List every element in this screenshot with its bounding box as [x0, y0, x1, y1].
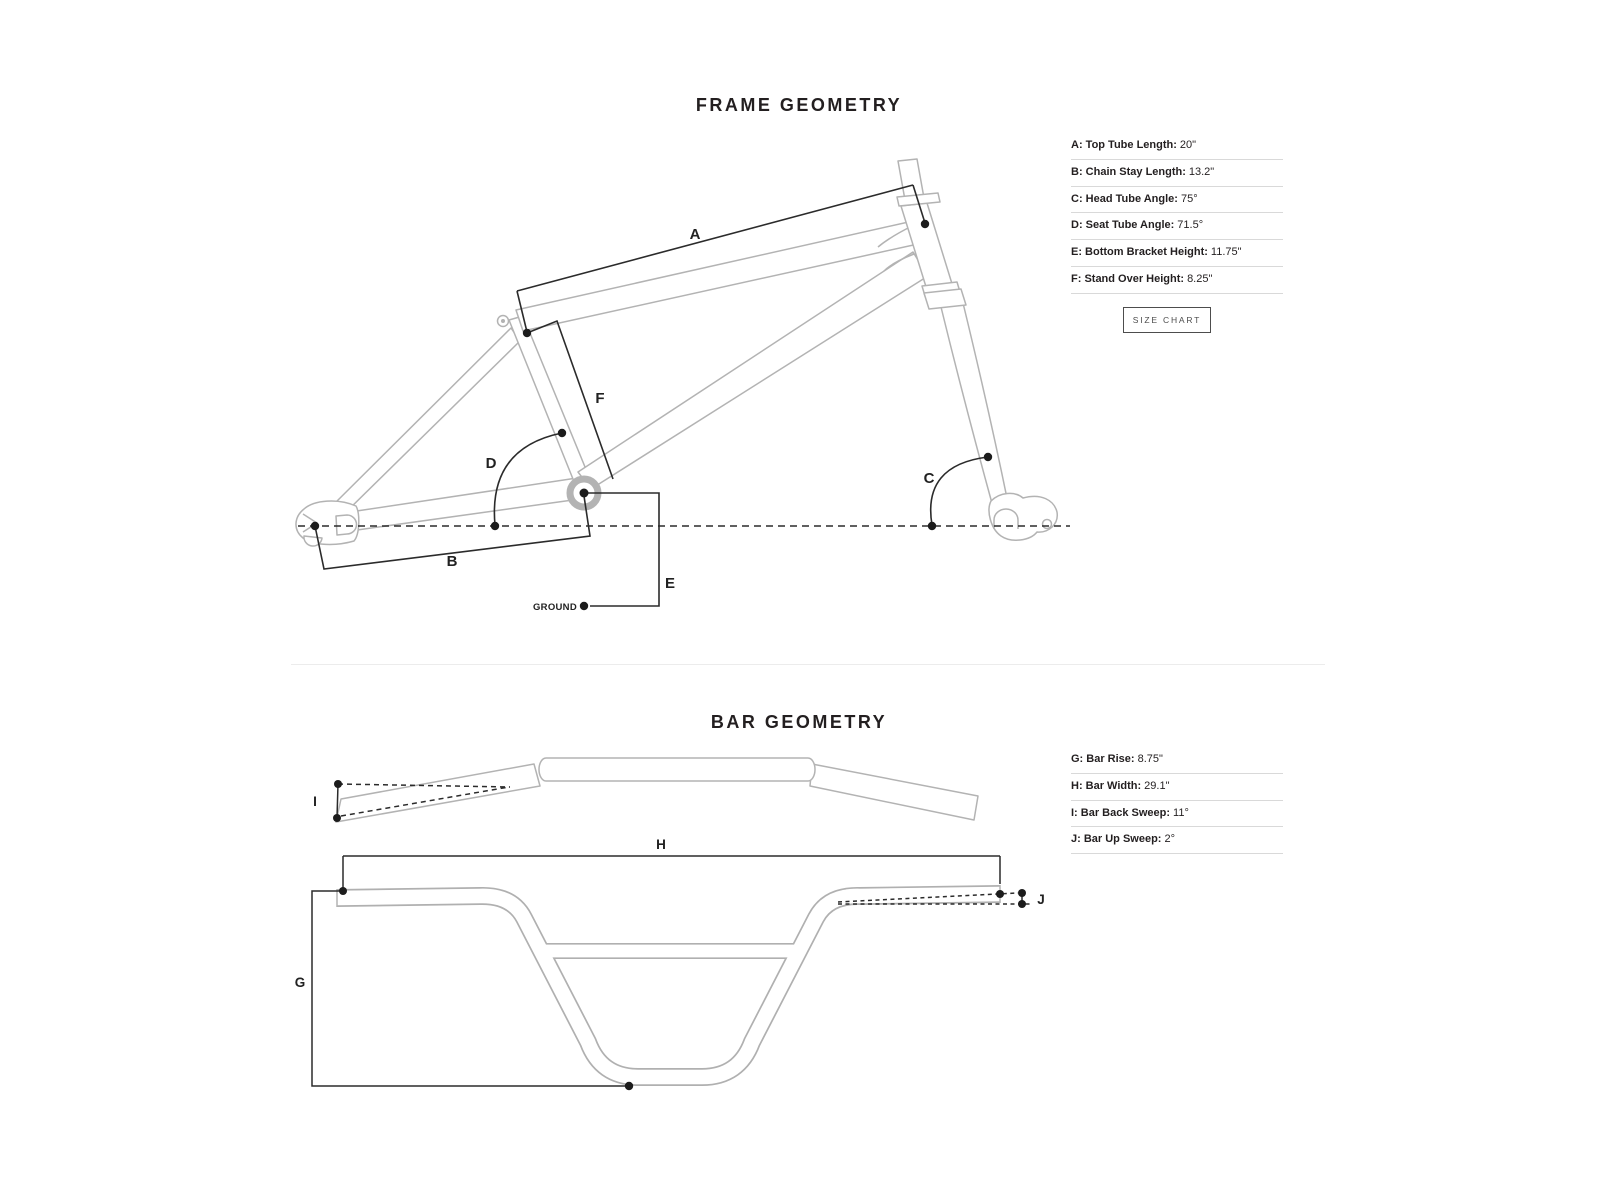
spec-value: 2°: [1164, 833, 1175, 846]
spec-value: 20": [1179, 139, 1197, 151]
label-i: I: [313, 794, 317, 809]
dot-ground: [580, 602, 588, 610]
frame-spec-list: [1071, 133, 1283, 294]
label-c: C: [923, 470, 935, 487]
spec-label: A: Top Tube Length:: [1071, 139, 1177, 151]
dot-g-bottom: [625, 1082, 633, 1090]
bar-geometry-title: BAR GEOMETRY: [710, 712, 888, 732]
frame-dimension-lines: [298, 185, 1070, 606]
label-ground: GROUND: [532, 602, 577, 613]
bar-left-grip-top-view: [336, 764, 540, 822]
steerer-tube: [898, 159, 924, 200]
spec-label: H: Bar Width:: [1071, 779, 1142, 792]
bar-dimension-lines: [312, 784, 1030, 1086]
spec-row-a: [1071, 133, 1283, 160]
label-a: A: [689, 226, 701, 243]
dim-c-head-angle-arc: [931, 457, 988, 525]
spec-label: C: Head Tube Angle:: [1071, 192, 1178, 205]
spec-value: 29.1": [1144, 779, 1170, 792]
size-chart-button[interactable]: SIZE CHART: [1123, 307, 1211, 333]
label-d: D: [485, 455, 497, 472]
bar-right-grip-top-view: [810, 764, 978, 820]
fork-leg: [941, 303, 1008, 507]
spec-row-b: [1071, 160, 1283, 187]
spec-label: B: Chain Stay Length:: [1071, 165, 1186, 178]
dot-head-tube: [921, 220, 929, 228]
spec-label: E: Bottom Bracket Height:: [1071, 246, 1208, 259]
dot-j-bottom: [1018, 900, 1026, 908]
dot-c-axle: [928, 522, 936, 530]
bar-tube-outline: [337, 894, 1000, 1077]
seat-clamp-bolt-center: [501, 319, 505, 323]
dim-g-rise: [312, 891, 629, 1086]
spec-value: 8.25": [1187, 272, 1213, 285]
bar-tube-fill: [337, 894, 1000, 1077]
spec-row-c: [1071, 187, 1283, 214]
spec-value: 11°: [1173, 806, 1189, 819]
bar-front-view: [337, 885, 1000, 1077]
dot-g-grip: [339, 887, 347, 895]
dim-e-bb-height: [584, 493, 659, 606]
chain-stay: [350, 478, 580, 531]
spec-row-h: [1071, 774, 1283, 801]
spec-value: 75°: [1180, 192, 1198, 205]
rear-dropout-tab: [336, 515, 357, 535]
bar-center-section-top-view: [539, 758, 815, 781]
spec-value: 11.75": [1210, 246, 1242, 259]
dot-rear-dropout: [311, 522, 319, 530]
seat-tube: [509, 316, 592, 489]
section-divider: [291, 664, 1325, 665]
spec-row-d: [1071, 213, 1283, 240]
spec-row-i: [1071, 801, 1283, 828]
spec-row-g: [1071, 747, 1283, 774]
dot-seat-cluster: [523, 329, 531, 337]
dot-fork: [984, 453, 992, 461]
label-e: E: [664, 575, 676, 592]
spec-label: D: Seat Tube Angle:: [1071, 219, 1175, 232]
spec-value: 71.5°: [1177, 219, 1204, 232]
spec-row-f: [1071, 267, 1283, 294]
front-axle-hole: [1043, 520, 1052, 529]
dot-bottom-bracket: [580, 489, 589, 498]
bar-dimension-dots: [333, 780, 1026, 1090]
spec-label: F: Stand Over Height:: [1071, 272, 1185, 285]
dot-i-top: [334, 780, 342, 788]
spec-value: 8.75": [1137, 753, 1163, 765]
dim-d-seat-angle-arc: [494, 433, 562, 525]
spec-label: J: Bar Up Sweep:: [1071, 833, 1162, 846]
bar-top-view: [336, 758, 978, 822]
spec-label: G: Bar Rise:: [1071, 753, 1135, 765]
label-j: J: [1037, 892, 1045, 907]
spec-value: 13.2": [1188, 165, 1215, 178]
dim-i-connector: [337, 784, 338, 818]
dot-bar-end: [996, 890, 1004, 898]
dim-h-width: [343, 856, 1000, 888]
spec-label: I: Bar Back Sweep:: [1071, 806, 1171, 819]
frame-geometry-title: FRAME GEOMETRY: [695, 95, 903, 115]
frame-geometry-diagram: [280, 140, 1070, 620]
dot-seat-tube: [558, 429, 566, 437]
dot-j-top: [1018, 889, 1026, 897]
dot-i-bottom: [333, 814, 341, 822]
fork-crown: [924, 289, 966, 309]
label-h: H: [656, 837, 666, 852]
spec-row-j: [1071, 827, 1283, 854]
bar-geometry-diagram: [280, 740, 1070, 1110]
label-b: B: [446, 553, 458, 570]
bar-spec-list: [1071, 747, 1283, 854]
label-f: F: [595, 390, 605, 407]
front-dropout: [989, 493, 1057, 540]
spec-row-e: [1071, 240, 1283, 267]
label-g: G: [294, 975, 306, 990]
dot-d-axle: [491, 522, 499, 530]
seat-stay: [331, 328, 520, 517]
frame-outline: [296, 159, 1057, 546]
